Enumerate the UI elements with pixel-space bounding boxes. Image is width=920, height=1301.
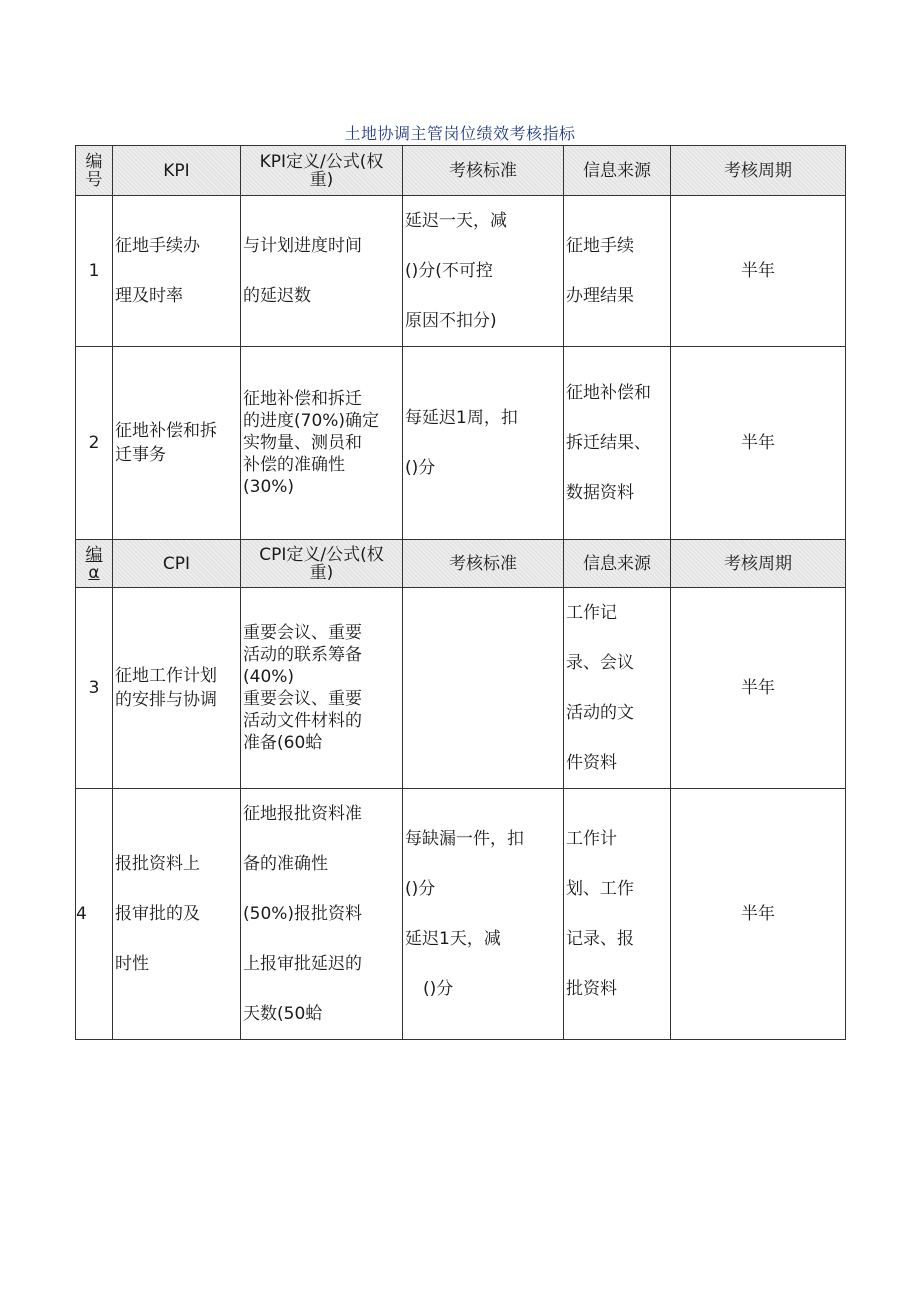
table-row bbox=[76, 789, 846, 1040]
cpi-header-row bbox=[76, 540, 846, 588]
row-source: 征地手续 办理结果 bbox=[564, 196, 671, 347]
row-period: 半年 bbox=[671, 347, 846, 540]
row-source: 工作记 录、会议 活动的文 件资料 bbox=[564, 588, 671, 789]
row-name: 报批资料上 报审批的及 时性 bbox=[113, 789, 241, 1040]
row-definition: 征地补偿和拆迁 的进度(70%)确定 实物量、测员和 补偿的准确性 (30%) bbox=[241, 347, 403, 540]
table-row bbox=[76, 196, 846, 347]
row-name: 征地手续办 理及时率 bbox=[113, 196, 241, 347]
row-num: 1 bbox=[76, 196, 113, 347]
row-definition: 征地报批资料准 备的准确性 (50%)报批资料 上报审批延迟的 天数(50蛤 bbox=[241, 789, 403, 1040]
row-definition: 重要会议、重要 活动的联系筹备 (40%) 重要会议、重要 活动文件材料的 准备(60蛤 bbox=[241, 588, 403, 789]
header-standard: 考核标准 bbox=[403, 540, 564, 588]
kpi-table bbox=[75, 145, 846, 1040]
header-source: 信息来源 bbox=[564, 146, 671, 196]
table-row bbox=[76, 588, 846, 789]
row-period: 半年 bbox=[671, 588, 846, 789]
header-source: 信息来源 bbox=[564, 540, 671, 588]
header-cpi: CPI bbox=[113, 540, 241, 588]
row-name: 征地补偿和拆 迁事务 bbox=[113, 347, 241, 540]
header-kpi: KPI bbox=[113, 146, 241, 196]
page-title: 土地协调主管岗位绩效考核指标 bbox=[344, 124, 576, 143]
row-standard: 每延迟1周，扣 ()分 bbox=[403, 347, 564, 540]
row-source: 征地补偿和 拆迁结果、 数据资料 bbox=[564, 347, 671, 540]
header-num: 编 号 bbox=[76, 146, 113, 196]
row-standard: 延迟一天，减 ()分(不可控 原因不扣分) bbox=[403, 196, 564, 347]
row-num: 3 bbox=[76, 588, 113, 789]
row-source: 工作计 划、工作 记录、报 批资料 bbox=[564, 789, 671, 1040]
row-standard: 每缺漏一件，扣 ()分 延迟1天，减 ()分 bbox=[403, 789, 564, 1040]
row-standard bbox=[403, 588, 564, 789]
header-period: 考核周期 bbox=[671, 146, 846, 196]
header-period: 考核周期 bbox=[671, 540, 846, 588]
header-standard: 考核标准 bbox=[403, 146, 564, 196]
header-definition: KPI定义/公式(权 重) bbox=[241, 146, 403, 196]
row-definition: 与计划进度时间 的延迟数 bbox=[241, 196, 403, 347]
row-period: 半年 bbox=[671, 789, 846, 1040]
row-num: 4 bbox=[76, 789, 113, 1040]
header-definition: CPI定义/公式(权 重) bbox=[241, 540, 403, 588]
row-period: 半年 bbox=[671, 196, 846, 347]
header-num: 编 α bbox=[76, 540, 113, 588]
row-num: 2 bbox=[76, 347, 113, 540]
kpi-header-row bbox=[76, 146, 846, 196]
row-name: 征地工作计划 的安排与协调 bbox=[113, 588, 241, 789]
table-row bbox=[76, 347, 846, 540]
